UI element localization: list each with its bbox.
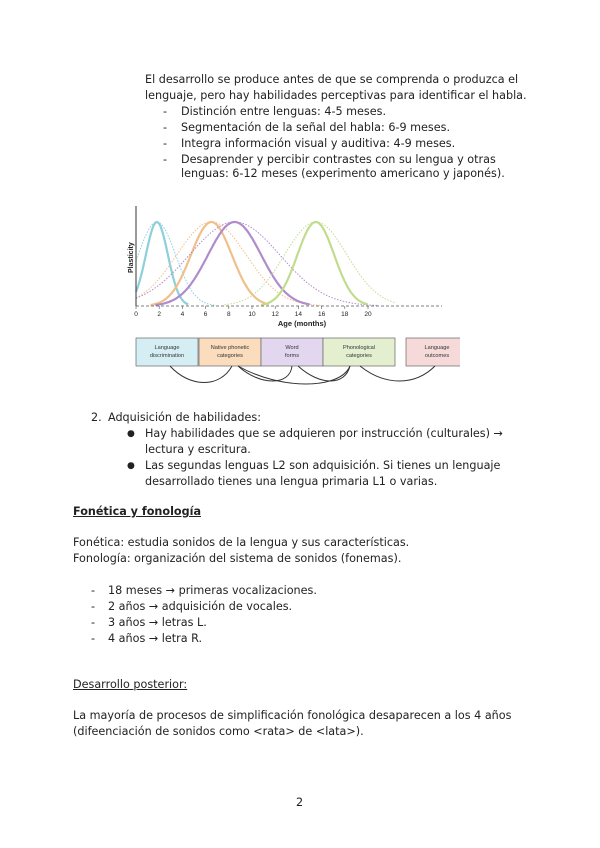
stage-label: Native phonetic (210, 345, 250, 351)
dash-marker: - (163, 105, 168, 118)
plasticity-curve (151, 222, 269, 305)
fonologia-definition: Fonología: organización del sistema de sonidos (fonemas). (73, 552, 402, 565)
intro-item-1: Distinción entre lenguas: 4-5 meses. (181, 105, 387, 118)
posterior-line-1: La mayoría de procesos de simplificación fonológica desaparecen a los 4 años (73, 709, 512, 722)
dash-marker: - (91, 584, 96, 597)
stage-box (261, 338, 323, 366)
milestone-1: 18 meses → primeras vocalizaciones. (108, 584, 317, 597)
plasticity-chart (120, 198, 460, 393)
stage-boxes (136, 338, 460, 366)
intro-line-1: El desarrollo se produce antes de que se comprenda o produzca el (145, 73, 519, 86)
x-tick-label: 12 (271, 311, 279, 318)
posterior-title: Desarrollo posterior: (73, 678, 188, 691)
arrow (238, 366, 292, 381)
arrow (298, 366, 350, 381)
dash-marker: - (91, 616, 96, 629)
stage-label: forms (285, 353, 299, 359)
y-axis-label: Plasticity (128, 242, 135, 273)
stage-label: discrimination (149, 353, 185, 359)
dash-marker: - (91, 632, 96, 645)
milestone-2: 2 años → adquisición de vocales. (108, 600, 293, 613)
fonetica-definition: Fonética: estudia sonidos de la lengua y sus características. (73, 536, 410, 549)
bullet-2-line-1: Las segundas lenguas L2 son adquisición. Si tienes un lenguaje (145, 459, 501, 472)
stage-label: Language (424, 345, 450, 351)
x-tick-label: 0 (134, 311, 138, 318)
stage-box (323, 338, 395, 366)
stage-arrows (170, 366, 435, 384)
posterior-line-2: (difeenciación de sonidos como <rata> de <lata>). (73, 725, 364, 738)
dash-marker: - (163, 121, 168, 134)
bullet-1-line-2: lectura y escritura. (145, 443, 251, 456)
stage-box (406, 338, 460, 366)
x-tick-label: 10 (248, 311, 256, 318)
bullet-marker: ● (127, 461, 135, 471)
intro-line-2: lenguaje, pero hay habilidades perceptivas para identificar el habla. (145, 89, 527, 102)
x-tick-label: 2 (157, 311, 162, 318)
stage-label: Language (154, 345, 180, 351)
arrow (170, 366, 232, 383)
x-axis-label: Age (months) (277, 319, 327, 328)
stage-label: Word (285, 345, 299, 351)
stage-label: categories (217, 353, 243, 359)
x-ticks (134, 306, 372, 318)
milestone-4: 4 años → letra R. (108, 632, 203, 645)
stage-box (199, 338, 261, 366)
x-tick-label: 18 (341, 311, 349, 318)
stage-label: Phonological (342, 345, 376, 351)
fonetica-title: Fonética y fonología (73, 505, 201, 518)
page-number: 2 (296, 796, 304, 809)
x-tick-label: 4 (180, 311, 185, 318)
section-2-number: 2. (91, 411, 102, 424)
chart-curves (136, 222, 396, 305)
x-tick-label: 14 (294, 311, 303, 318)
stage-box (136, 338, 198, 366)
dash-marker: - (163, 137, 168, 150)
plasticity-curve (261, 222, 368, 305)
bullet-marker: ● (127, 429, 135, 439)
section-2-heading: Adquisición de habilidades: (108, 411, 261, 424)
dash-marker: - (163, 153, 168, 166)
x-tick-label: 8 (226, 311, 231, 318)
stage-label: categories (346, 353, 372, 359)
plasticity-curve (136, 222, 188, 305)
intro-item-4-cont: lenguas: 6-12 meses (experimento americano y japonés). (181, 167, 505, 180)
x-tick-label: 16 (317, 311, 326, 318)
milestone-3: 3 años → letras L. (108, 616, 207, 629)
intro-item-3: Integra información visual y auditiva: 4-9 meses. (181, 137, 456, 150)
bullet-2-line-2: desarrollado tienes una lengua primaria L1 o varias. (145, 475, 438, 488)
x-tick-label: 6 (203, 311, 208, 318)
x-tick-label: 20 (364, 311, 372, 318)
arrow (360, 366, 435, 381)
dash-marker: - (91, 600, 96, 613)
bullet-1-line-1: Hay habilidades que se adquieren por instrucción (culturales) → (145, 427, 503, 440)
stage-label: outcomes (424, 353, 450, 359)
intro-item-2: Segmentación de la señal del habla: 6-9 meses. (181, 121, 451, 134)
intro-item-4: Desaprender y percibir contrastes con su lengua y otras (181, 153, 496, 166)
